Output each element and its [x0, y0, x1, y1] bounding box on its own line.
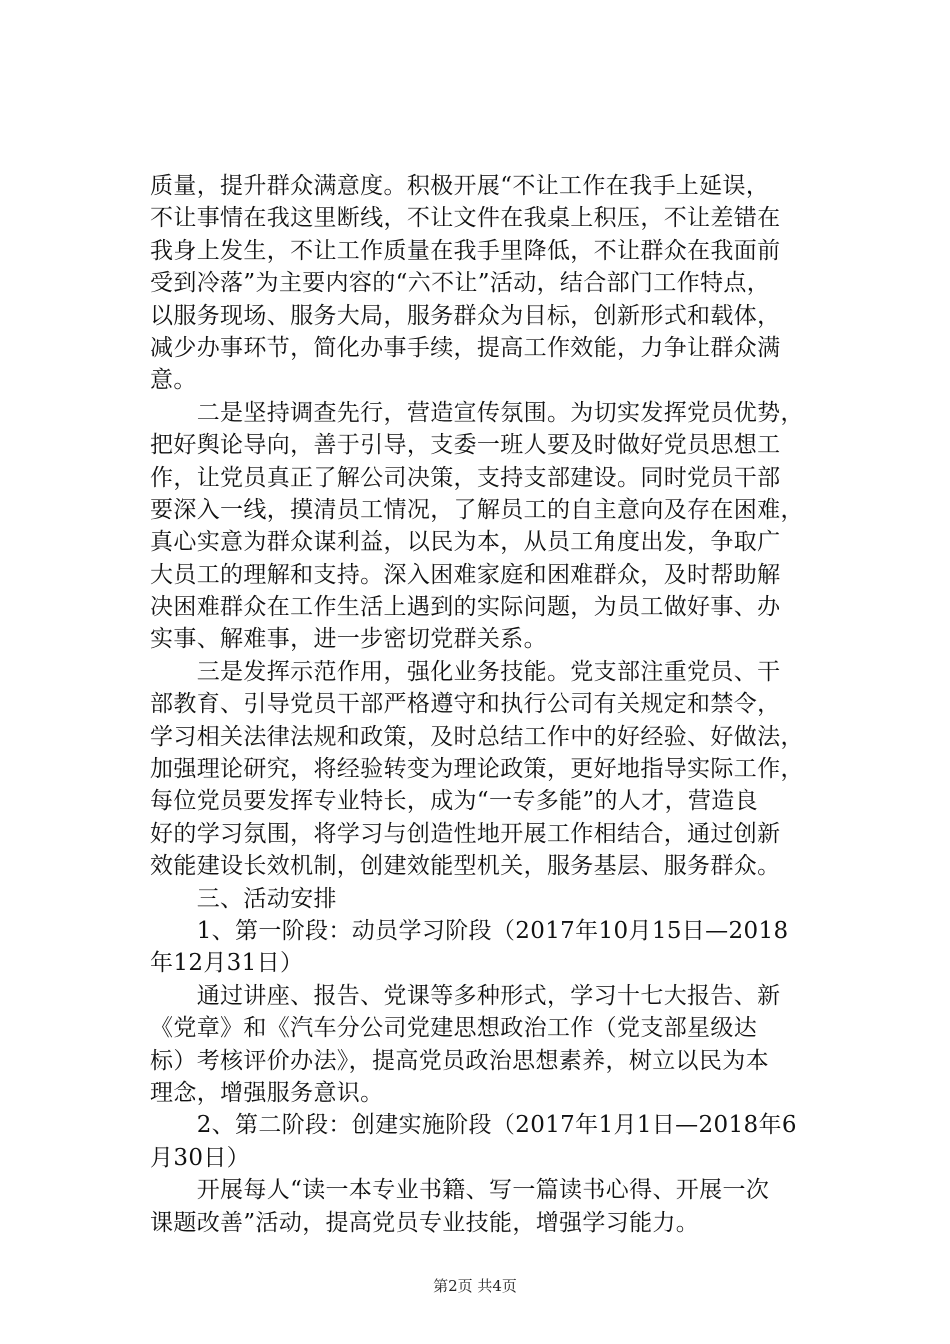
page-number: 第2页 共4页 — [433, 1277, 517, 1295]
text-line: 加强理论研究，将经验转变为理论政策，更好地指导实际工作， — [150, 756, 804, 783]
text-line: 质量，提升群众满意度。积极开展“不让工作在我手上延误， — [150, 173, 770, 199]
text-line: 实事、解难事，进一步密切党群关系。 — [150, 626, 547, 653]
text-line: 大员工的理解和支持。深入困难家庭和困难群众，及时帮助解 — [150, 561, 781, 588]
text-line: 好的学习氛围，将学习与创造性地开展工作相结合，通过创新 — [150, 820, 781, 847]
text-line: 二是坚持调查先行，营造宣传氛围。为切实发挥党员优势， — [150, 399, 804, 426]
page-footer — [0, 1275, 950, 1296]
text-line: 作，让党员真正了解公司决策，支持支部建设。同时党员干部 — [150, 464, 781, 491]
text-line: 以服务现场、服务大局，服务群众为目标，创新形式和载体， — [150, 302, 781, 329]
text-line: 减少办事环节，简化办事手续，提高工作效能，力争让群众满 — [150, 334, 781, 361]
text-line: 通过讲座、报告、党课等多种形式，学习十七大报告、新 — [150, 982, 781, 1009]
text-line: 年12月31日） — [150, 950, 304, 977]
section-heading: 三、活动安排 — [150, 885, 337, 912]
text-line: 课题改善”活动，提高党员专业技能，增强学习能力。 — [150, 1209, 700, 1236]
text-line: 意。 — [150, 367, 197, 394]
text-line: 我身上发生，不让工作质量在我手里降低，不让群众在我面前 — [150, 237, 781, 264]
text-line: 三是发挥示范作用，强化业务技能。党支部注重党员、干 — [150, 658, 781, 685]
text-line: 月30日） — [150, 1144, 251, 1171]
text-line: 2、第二阶段：创建实施阶段（2017年1月1日—2018年6 — [150, 1112, 797, 1139]
text-line: 要深入一线，摸清员工情况，了解员工的自主意向及存在困难， — [150, 496, 804, 523]
text-line: 部教育、引导党员干部严格遵守和执行公司有关规定和禁令， — [150, 691, 781, 718]
text-line: 《党章》和《汽车分公司党建思想政治工作（党支部星级达 — [150, 1015, 758, 1042]
document-body — [150, 170, 840, 1239]
text-line: 理念，增强服务意识。 — [150, 1079, 384, 1106]
text-line: 每位党员要发挥专业特长，成为“一专多能”的人才，营造良 — [150, 788, 758, 815]
text-line: 标）考核评价办法》，提高党员政治思想素养，树立以民为本 — [150, 1047, 769, 1074]
text-line: 效能建设长效机制，创建效能型机关，服务基层、服务群众。 — [150, 853, 781, 880]
text-line: 开展每人“读一本专业书籍、写一篇读书心得、开展一次 — [150, 1177, 770, 1204]
text-line: 决困难群众在工作生活上遇到的实际问题，为员工做好事、办 — [150, 594, 781, 621]
text-line: 把好舆论导向，善于引导，支委一班人要及时做好党员思想工 — [150, 432, 781, 459]
text-line: 1、第一阶段：动员学习阶段（2017年10月15日—2018 — [150, 917, 789, 944]
text-line: 学习相关法律法规和政策，及时总结工作中的好经验、好做法， — [150, 723, 804, 750]
text-line: 不让事情在我这里断线，不让文件在我桌上积压，不让差错在 — [150, 205, 781, 232]
text-line: 真心实意为群众谋利益，以民为本，从员工角度出发，争取广 — [150, 529, 781, 556]
text-line: 受到冷落”为主要内容的“六不让”活动，结合部门工作特点， — [150, 270, 771, 297]
